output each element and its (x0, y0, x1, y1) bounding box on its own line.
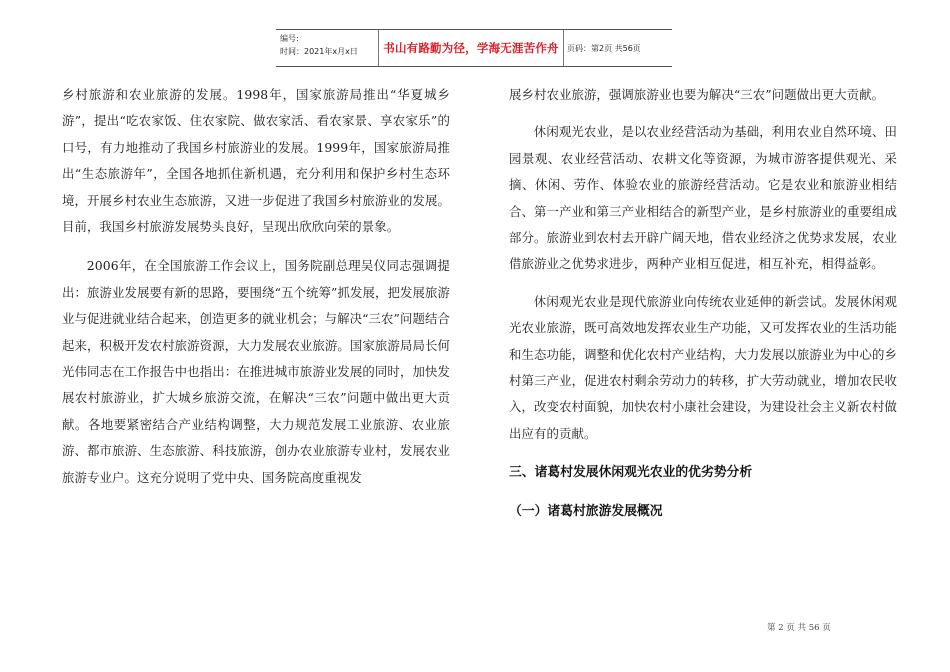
body-paragraph: 2006年，在全国旅游工作会议上，国务院副总理吴仪同志强调提出：旅游业发展要有新的思路，要围绕“五个统筹”抓发展，把发展旅游业与促进就业结合起来，创造更多的就业机会；与解决“三农”问题结合起来，积极开发农村旅游资源，大力发展农业旅游。国家旅游局局长何光伟同志在工作报告中也指出：在推进城市旅游业发展的同时，加快发展农村旅游业，扩大城乡旅游交流，在解决“三农”问题中做出更大贡献。各地要紧密结合产业结构调整，大力规范发展工业旅游、农业旅游、都市旅游、生态旅游、科技旅游，创办农业旅游专业村，发展农业旅游专业户。这充分说明了党中央、国务院高度重视发 (62, 258, 450, 485)
header-page-info: 页码：第2页 共56页 (567, 43, 641, 53)
document-number-label: 编号: (280, 34, 299, 43)
body-paragraph: 休闲观光农业，是以农业经营活动为基础，利用农业自然环境、田园景观、农业经营活动、农耕文化等资源，为城市游客提供观光、采摘、休闲、劳作、体验农业的旅游经营活动。它是农业和旅游业相结合、第一产业和第三产业相结合的新型产业，是乡村旅游业的重要组成部分。旅游业到农村去开辟广阔天地，借农业经济之优势求发展，农业借旅游业之优势求进步，两种产业相互促进，相互补充，相得益彰。 (509, 124, 897, 272)
header-motto-cell (379, 30, 564, 66)
document-date: 时间：2021年x月x日 (280, 47, 358, 56)
body-paragraph: 乡村旅游和农业旅游的发展。1998年，国家旅游局推出“华夏城乡游”，提出“吃农家饭、住农家院、做农家活、看农家景、享农家乐”的口号，有力地推动了我国乡村旅游业的发展。1999年，国家旅游局推出“生态旅游年”，全国各地抓住新机遇，充分利用和保护乡村生态环境，开展乡村农业生态旅游，又进一步促进了我国乡村旅游业的发展。目前，我国乡村旅游发展势头良好，呈现出欣欣向荣的景象。 (62, 87, 450, 235)
header-meta-cell (276, 30, 379, 66)
right-column (509, 82, 897, 525)
body-paragraph: 休闲观光农业是现代旅游业向传统农业延伸的新尝试。发展休闲观光农业旅游，既可高效地发挥农业生产功能，又可发挥农业的生活功能和生态功能，调整和优化农村产业结构，大力发展以旅游业为中心的乡村第三产业，促进农村剩余劳动力的转移，扩大劳动就业，增加农民收入，改变农村面貌，加快农村小康社会建设，为建设社会主义新农村做出应有的贡献。 (509, 293, 897, 441)
section-heading: 三、诸葛村发展休闲观光农业的优劣势分析 (509, 465, 753, 481)
body-paragraph: 展乡村农业旅游，强调旅游业也要为解决“三农”问题做出更大贡献。 (509, 87, 885, 102)
header-page-cell (564, 30, 672, 66)
page-footer: 第 2 页 共 56 页 (767, 623, 831, 633)
page-header (276, 29, 672, 67)
left-column (62, 82, 450, 491)
subsection-heading: （一）诸葛村旅游发展概况 (509, 503, 663, 519)
header-motto: 书山有路勤为径，学海无涯苦作舟 (383, 41, 559, 55)
